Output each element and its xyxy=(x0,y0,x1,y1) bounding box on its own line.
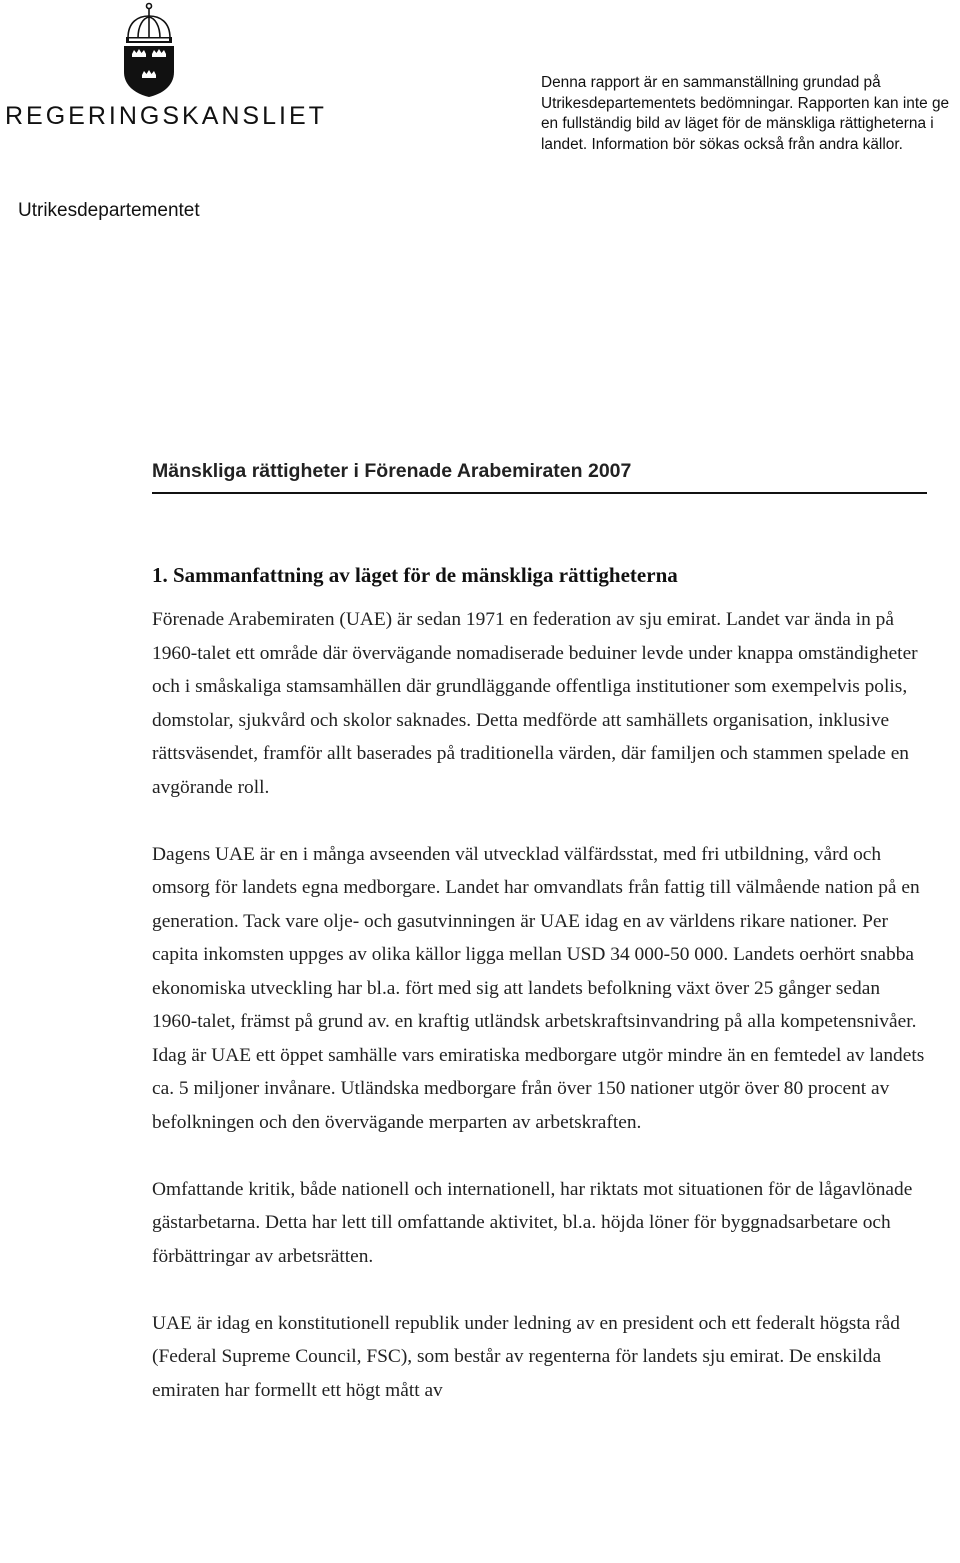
body-paragraph-3: Omfattande kritik, både nationell och internationell, har riktats mot situationen för de lågavlönade gästarbetarna. Detta har lett till omfattande aktivitet, bl.a. höjda löner för byggnadsarbetare och förbättringar av arbetsrätten. xyxy=(152,1178,913,1267)
body-paragraph-4: UAE är idag en konstitutionell republik under ledning av en president och ett federalt högsta råd (Federal Supreme Council, FSC), som består av regenterna för landets sju emirat. De enskilda emiraten har formellt ett högt mått av xyxy=(152,1312,900,1401)
document-title: Mänskliga rättigheter i Förenade Arabemiraten 2007 xyxy=(152,460,927,494)
logo-wordmark: REGERINGSKANSLIET xyxy=(5,102,327,130)
disclaimer-text: Denna rapport är en sammanställning grundad på Utrikesdepartementets bedömningar. Rapporten kan inte ge en fullständig bild av läget för de mänskliga rättigheterna i landet. Information bör sökas också från andra källor. xyxy=(541,74,950,153)
coat-of-arms-icon xyxy=(120,2,178,98)
body-paragraph-1: Förenade Arabemiraten (UAE) är sedan 1971 en federation av sju emirat. Landet var ända in på 1960-talet ett område där övervägande nomadiserade beduiner levde under knappa omständigheter och i småskaliga stamsamhällen där grundläggande offentliga institutioner som exempelvis polis, domstolar, sjukvård och skolor saknades. Detta medförde att samhällets organisation, inklusive rättsväsendet, framför allt baserades på traditionella värden, där familjen och stammen spelade en avgörande roll. xyxy=(152,609,918,798)
body-paragraph-2: Dagens UAE är en i många avseenden väl utvecklad välfärdsstat, med fri utbildning, vård och omsorg för landets egna medborgare. Landet har omvandlats från fattig till välmående nation på en generation. Tack vare olje- och gasutvinningen är UAE idag en av världens rikare nationer. Per capita inkomsten uppges av olika källor ligga mellan USD 34 000-50 000. Landets oerhört snabba ekonomiska utveckling har bl.a. fört med sig att landets befolkning växt över 25 gånger sedan 1960-talet, främst på grund av. en kraftig utländsk arbetskraftsinvandring på alla kompetensnivåer. Idag är UAE ett öppet samhälle vars emiratiska medborgare utgör mindre än en femtedel av landets ca. 5 miljoner invånare. Utländska medborgare från över 150 nationer utgör över 80 procent av befolkningen och den övervägande merparten av arbetskraften. xyxy=(152,843,925,1133)
document-body xyxy=(152,603,930,1441)
department-name: Utrikesdepartementet xyxy=(18,200,200,221)
government-logo xyxy=(0,0,327,140)
section-heading: 1. Sammanfattning av läget för de mänskliga rättigheterna xyxy=(152,563,678,587)
